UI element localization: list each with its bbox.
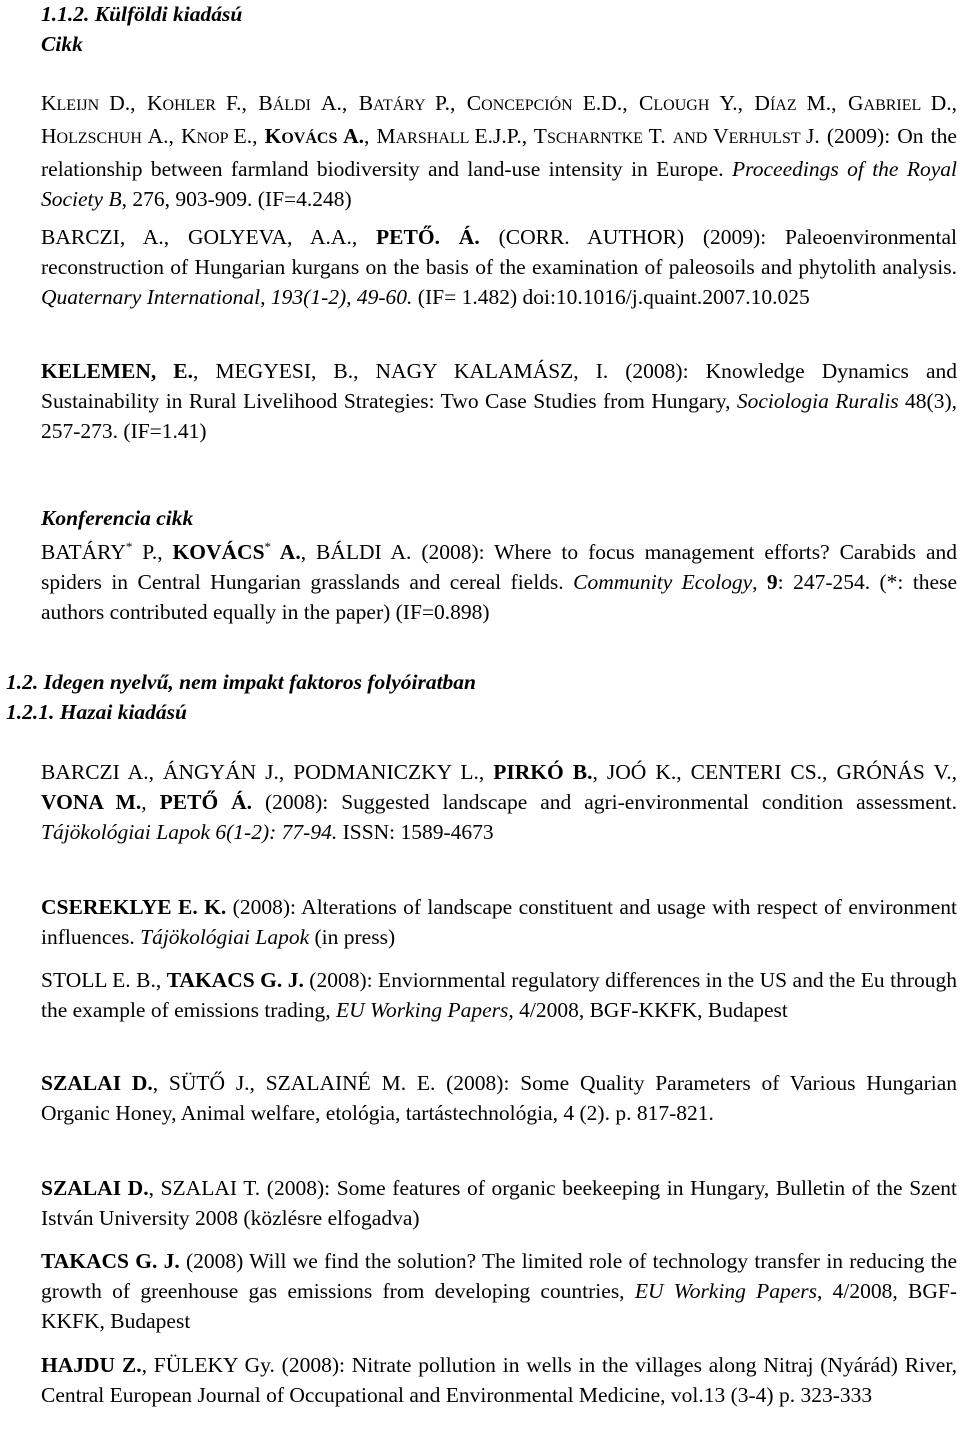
reference-takacs-2008: TAKACS G. J. (2008) Will we find the solution? The limited role of technology transfer in reducing the growth of greenhouse gas emissions from developing countries, EU Working Papers, 4/2008, BGF-KKFK, Budapest [41, 1249, 957, 1333]
reference-kelemen-2008: KELEMEN, E., MEGYESI, B., NAGY KALAMÁSZ, I. (2008): Knowledge Dynamics and Sustainability in Rural Livelihood Strategies: Two Case Studies from Hungary, Sociologia Ruralis 48(3), 257-273. (IF=1.41) [41, 359, 957, 443]
reference-stoll-2008: STOLL E. B., TAKACS G. J. (2008): Enviornmental regulatory differences in the US and the Eu through the example of emissions trading, EU Working Papers, 4/2008, BGF-KKFK, Budapest [41, 968, 957, 1022]
journal-title: EU Working Papers [634, 1279, 817, 1303]
journal-title: EU Working Papers [335, 998, 509, 1022]
reference-kleijn-2009: KLEIJN D., KOHLER F., BÁLDI A., BATÁRY P., CONCEPCIÓN E.D., CLOUGH Y., DÍAZ M., GABRIEL D., HOLZSCHUH A., KNOP E., KOVÁCS A., MARSHALL E.J.P., TSCHARNTKE T. AND VERHULST J. (2009): On the relationship between farmland biodiversity and land-use intensity in Europe. Proceedings of the Royal Society B, 276, 903-909. (IF=4.248) [41, 91, 958, 211]
journal-title: Tájökológiai Lapok [140, 925, 310, 949]
reference-csereklye-2008: CSEREKLYE E. K. (2008): Alterations of landscape constituent and usage with respect of environment influences. Tájökológiai Lapok (in press) [41, 895, 957, 949]
section-heading-1-1-2: 1.1.2. Külföldi kiadású [41, 2, 243, 26]
subsection-heading-konferencia: Konferencia cikk [41, 506, 194, 530]
section-heading-1-2: 1.2. Idegen nyelvű, nem impakt faktoros folyóiratban [6, 670, 477, 694]
reference-barczi-2009: BARCZI, A., GOLYEVA, A.A., PETŐ. Á. (CORR. AUTHOR) (2009): Paleoenvironmental reconstruction of Hungarian kurgans on the basis of the examination of paleosoils and phytolith analysis. Quaternary International, 193(1-2), 49-60. (IF= 1.482) doi:10.1016/j.quaint.2007.10.025 [41, 225, 957, 309]
reference-szalai-honey-2008: SZALAI D., SÜTŐ J., SZALAINÉ M. E. (2008): Some Quality Parameters of Various Hungarian Organic Honey, Animal welfare, etológia, tartástechnológia, 4 (2). p. 817-821. [41, 1071, 958, 1125]
journal-title: Quaternary International, 193(1-2), 49-60. [41, 285, 413, 309]
subsection-heading-cikk: Cikk [41, 32, 83, 56]
journal-title: Community Ecology [573, 570, 753, 595]
reference-hajdu-2008: HAJDU Z., FÜLEKY Gy. (2008): Nitrate pollution in wells in the villages along Nitraj (Nyárád) River, Central European Journal of Occupational and Environmental Medicine, vol.13 (3-4) p. 323-333 [41, 1353, 957, 1407]
journal-title: Tájökológiai Lapok 6(1-2): 77-94. [41, 820, 338, 844]
reference-batary-2008: BATÁRY* P., KOVÁCS* A., BÁLDI A. (2008): Where to focus management efforts? Carabids and spiders in Central Hungarian grasslands and cereal fields. Community Ecology, 9: 247-254. (*: these authors contributed equally in the paper) (IF=0.898) [41, 539, 958, 625]
journal-title: Sociologia Ruralis [736, 389, 899, 413]
reference-szalai-beekeeping-2008: SZALAI D., SZALAI T. (2008): Some features of organic beekeeping in Hungary, Bulletin of the Szent István University 2008 (közlésre elfogadva) [41, 1176, 957, 1230]
reference-barczi-2008: BARCZI A., ÁNGYÁN J., PODMANICZKY L., PIRKÓ B., JOÓ K., CENTERI CS., GRÓNÁS V., VONA M., PETŐ Á. (2008): Suggested landscape and agri-environmental condition assessment. Tájökológiai Lapok 6(1-2): 77-94. ISSN: 1589-4673 [41, 760, 957, 844]
section-heading-1-2-1: 1.2.1. Hazai kiadású [6, 700, 187, 724]
journal-title: Proceedings of the Royal Society B [41, 157, 957, 211]
